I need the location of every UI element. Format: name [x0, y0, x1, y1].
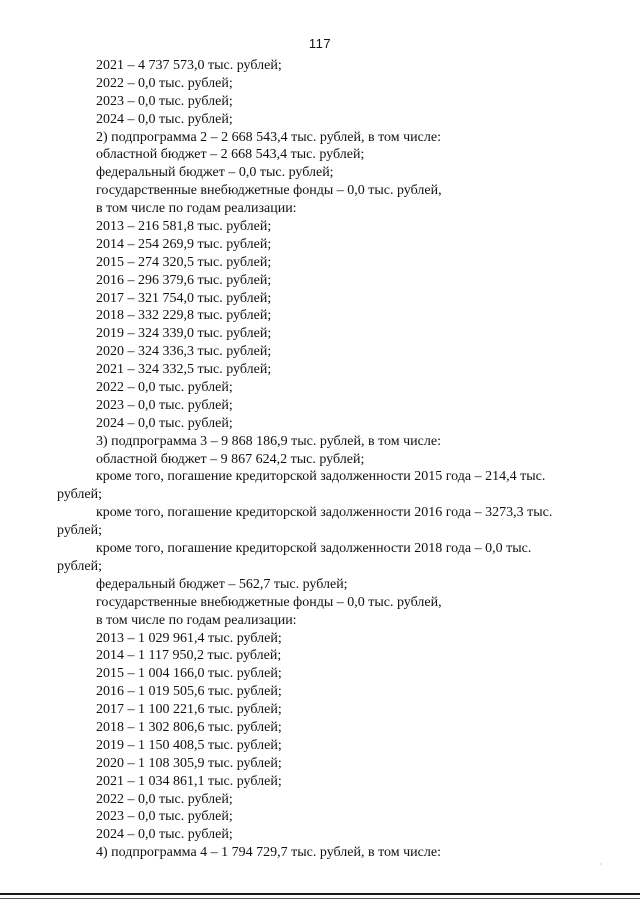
text-line-continuation: рублей; [57, 523, 102, 539]
year-line: 2015 – 1 004 166,0 тыс. рублей; [96, 666, 282, 682]
year-line: 2014 – 1 117 950,2 тыс. рублей; [96, 648, 282, 664]
text-line: в том числе по годам реализации: [96, 612, 297, 628]
year-line: 2024 – 0,0 тыс. рублей; [96, 827, 233, 843]
year-line: 2017 – 321 754,0 тыс. рублей; [96, 290, 272, 306]
text-line: областной бюджет – 9 867 624,2 тыс. рублей; [96, 451, 365, 467]
text-line: 2023 – 0,0 тыс. рублей; [96, 93, 233, 109]
text-line: государственные внебюджетные фонды – 0,0 тыс. рублей, [96, 594, 442, 610]
year-line: 2019 – 324 339,0 тыс. рублей; [96, 326, 272, 342]
text-line: 2022 – 0,0 тыс. рублей; [96, 75, 233, 91]
year-line: 2016 – 296 379,6 тыс. рублей; [96, 272, 272, 288]
subprogram-heading: 2) подпрограмма 2 – 2 668 543,4 тыс. рублей, в том числе: [96, 129, 441, 145]
year-line: 2022 – 0,0 тыс. рублей; [96, 791, 233, 807]
text-line: федеральный бюджет – 562,7 тыс. рублей; [96, 576, 348, 592]
text-line: областной бюджет – 2 668 543,4 тыс. рублей; [96, 147, 365, 163]
year-line: 2016 – 1 019 505,6 тыс. рублей; [96, 684, 282, 700]
year-line: 2021 – 324 332,5 тыс. рублей; [96, 362, 272, 378]
year-line: 2024 – 0,0 тыс. рублей; [96, 415, 233, 431]
year-line: 2014 – 254 269,9 тыс. рублей; [96, 236, 272, 252]
text-line-continuation: рублей; [57, 487, 102, 503]
footer-rule [0, 893, 640, 895]
year-line: 2020 – 1 108 305,9 тыс. рублей; [96, 755, 282, 771]
year-line: 2021 – 1 034 861,1 тыс. рублей; [96, 773, 282, 789]
year-line: 2015 – 274 320,5 тыс. рублей; [96, 254, 272, 270]
text-line-continuation: рублей; [57, 558, 102, 574]
year-line: 2023 – 0,0 тыс. рублей; [96, 397, 233, 413]
text-line: государственные внебюджетные фонды – 0,0 тыс. рублей, [96, 183, 442, 199]
text-line: федеральный бюджет – 0,0 тыс. рублей; [96, 165, 334, 181]
text-line: в том числе по годам реализации: [96, 201, 297, 217]
scan-speck: · [599, 860, 602, 869]
year-line: 2018 – 332 229,8 тыс. рублей; [96, 308, 272, 324]
text-line: 2024 – 0,0 тыс. рублей; [96, 111, 233, 127]
document-body [57, 57, 597, 862]
year-line: 2013 – 216 581,8 тыс. рублей; [96, 219, 272, 235]
text-line: 2021 – 4 737 573,0 тыс. рублей; [96, 58, 282, 73]
year-line: 2019 – 1 150 408,5 тыс. рублей; [96, 737, 282, 753]
text-line: кроме того, погашение кредиторской задолженности 2016 года – 3273,3 тыс. [96, 505, 553, 521]
footer-rule-thin [0, 898, 640, 899]
year-line: 2020 – 324 336,3 тыс. рублей; [96, 344, 272, 360]
subprogram-heading: 3) подпрограмма 3 – 9 868 186,9 тыс. рублей, в том числе: [96, 433, 441, 449]
year-line: 2022 – 0,0 тыс. рублей; [96, 380, 233, 396]
page-number: 117 [308, 36, 332, 51]
year-line: 2018 – 1 302 806,6 тыс. рублей; [96, 719, 282, 735]
year-line: 2017 – 1 100 221,6 тыс. рублей; [96, 702, 282, 718]
year-line: 2013 – 1 029 961,4 тыс. рублей; [96, 630, 282, 646]
year-line: 2023 – 0,0 тыс. рублей; [96, 809, 233, 825]
text-line: кроме того, погашение кредиторской задолженности 2015 года – 214,4 тыс. [96, 469, 546, 485]
subprogram-heading: 4) подпрограмма 4 – 1 794 729,7 тыс. рублей, в том числе: [96, 845, 441, 861]
text-line: кроме того, погашение кредиторской задолженности 2018 года – 0,0 тыс. [96, 541, 532, 557]
